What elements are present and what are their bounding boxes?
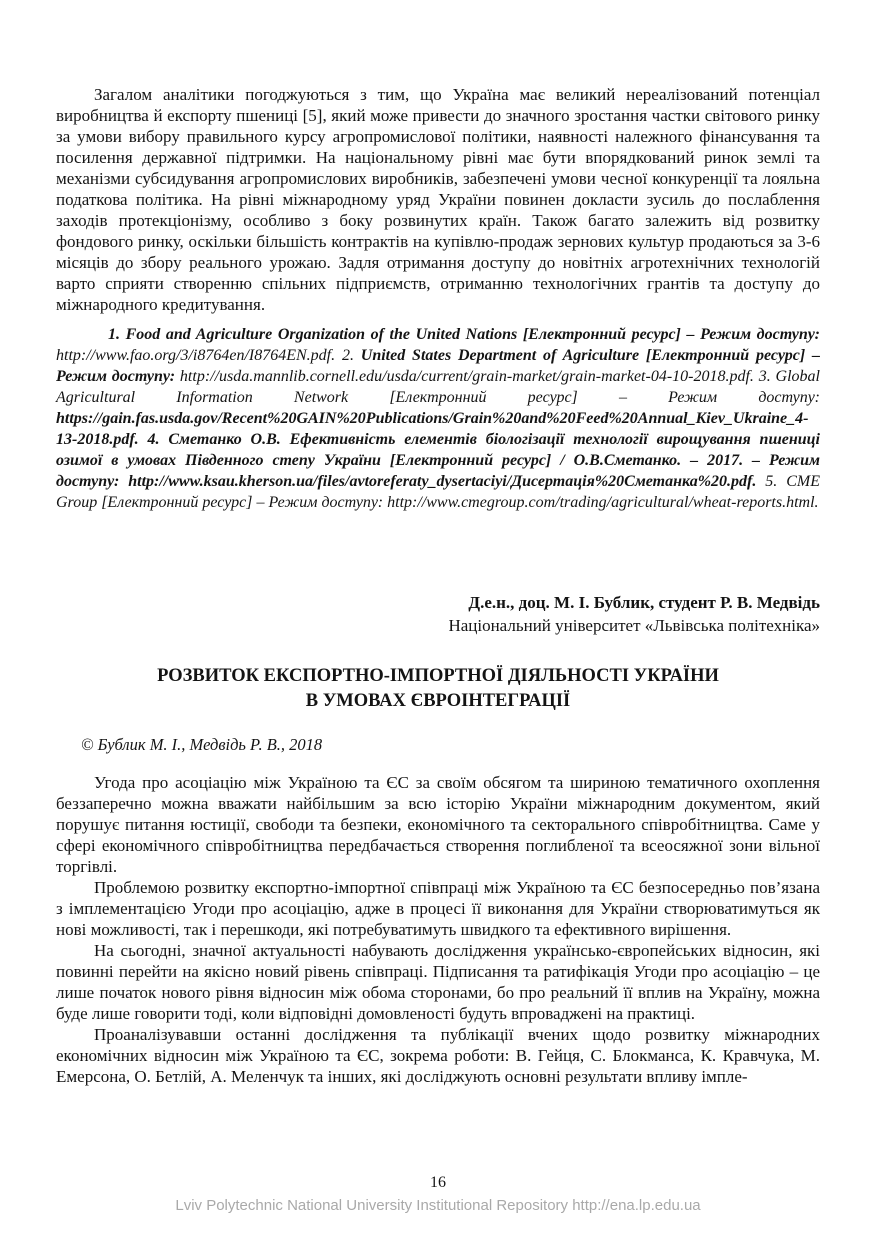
byline — [56, 591, 820, 637]
authors-line: Д.е.н., доц. М. І. Бублик, студент Р. В. Медвідь — [468, 593, 820, 612]
article-title-line2: В УМОВАХ ЄВРОІНТЕГРАЦІЇ — [305, 691, 571, 711]
reference-entry-5: 5. CME Group [Електронний ресурс] – Режим доступу: http://www.cmegroup.com/trading/agricultural/wheat-reports.html. — [56, 473, 820, 511]
references-paragraph — [56, 324, 820, 513]
page-number: 16 — [430, 1174, 446, 1191]
paragraph-4: Проаналізувавши останні дослідження та публікації вчених щодо розвитку міжнародних економічних відносин між Україною та ЄС, зокрема роботи: В. Гейця, С. Блокманса, К. Кравчука, М. Емерсона, О. Бетлій, А. Меленчук та інших, які досліджують основні результати впливу імпле- — [56, 1025, 820, 1086]
reference-entry-1: 1. Food and Agriculture Organization of the United Nations [Електронний ресурс] – Режим доступу: — [108, 326, 820, 343]
affiliation-line: Національний університет «Львівська політехніка» — [448, 616, 820, 635]
reference-entry-4: https://gain.fas.usda.gov/Recent%20GAIN%20Publications/Grain%20and%20Feed%20Annual_Kiev_Ukraine_4-13-2018.pdf. 4. Сметанко О.В. Ефективність елементів біологізації технології вирощування пшениці озимої в умовах Південного степу України [Електронний ресурс] / О.В.Сметанко. – 2017. – Режим доступу: http://www.ksau.kherson.ua/files/avtoreferaty_dysertaciyi/Дисертація%20Сметанка%20.pdf. — [56, 410, 820, 490]
paragraph-1: Угода про асоціацію між Україною та ЄС за своїм обсягом та шириною тематичного охоплення беззаперечно можна вважати найбільшим за всю історію України міжнародним документом, який порушує питання юстиції, свободи та безпеки, економічного та секторального співробітництва. Саме у сфері економічного співробітництва передбачається створення поглибленої та всеосяжної зони вільної торгівлі. — [56, 773, 820, 876]
reference-entry-3: http://usda.mannlib.cornell.edu/usda/current/grain-market/grain-market-04-10-2018.pdf. 3. Global Agricultural Information Network [Електронний ресурс] – Режим доступу: — [56, 368, 820, 406]
paragraph-3: На сьогодні, значної актуальності набувають дослідження українсько-європейських відносин, які повинні перейти на якісно новий рівень співпраці. Підписання та ратифікація Угоди про асоціацію – це лише початок нового рівня відносин між обома сторонами, бо про реальний її вплив на Україну, можна буде лише говорити тоді, коли відповідні домовленості будуть впроваджені на практиці. — [56, 941, 820, 1023]
reference-entry-2: United States Department of Agriculture [Електронний ресурс] – Режим доступу: — [56, 347, 820, 385]
reference-url-1: http://www.fao.org/3/i8764en/I8764EN.pdf. 2. — [56, 347, 361, 364]
copyright-line: © Бублик М. І., Медвідь Р. В., 2018 — [81, 735, 323, 754]
intro-paragraph: Загалом аналітики погоджуються з тим, що Україна має великий нереалізований потенціал виробництва й експорту пшениці [5], який може привести до значного зростання частки світового ринку за умови вибору правильного курсу агропромислової політики, наявності належного фінансування та посилення державної підтримки. На національному рівні має бути впорядкований ринок землі та механізми субсидування агропромислових виробників, забезпечені умови чесної конкуренції та лояльна податкова політика. На рівні міжнародному уряд України повинен докласти зусиль до послаблення заходів протекціонізму, особливо з боку розвинутих країн. Також багато залежить від розвитку фондового ринку, оскільки більшість контрактів на купівлю-продаж зернових культур продаються за 3-6 місяців до збору реального урожаю. Задля отримання доступу до новітніх агротехнічних технологій варто сприяти створенню спільних підприємств, отриманню технологічних грантів та доступу до міжнародного кредитування. — [56, 85, 820, 314]
paragraph-2: Проблемою розвитку експортно-імпортної співпраці між Україною та ЄС безпосередньо пов’язана з імплементацією Угоди про асоціацію, адже в процесі її виконання для України створюватимуться як нові можливості, так і перешкоди, які потребуватимуть швидкого та ефективного вирішення. — [56, 878, 820, 939]
article-title — [56, 664, 820, 714]
repository-footer: Lviv Polytechnic National University Institutional Repository http://ena.lp.edu.ua — [175, 1197, 701, 1214]
article-title-line1: РОЗВИТОК ЕКСПОРТНО-ІМПОРТНОЇ ДІЯЛЬНОСТІ УКРАЇНИ — [157, 666, 719, 686]
page-content — [56, 84, 820, 1087]
